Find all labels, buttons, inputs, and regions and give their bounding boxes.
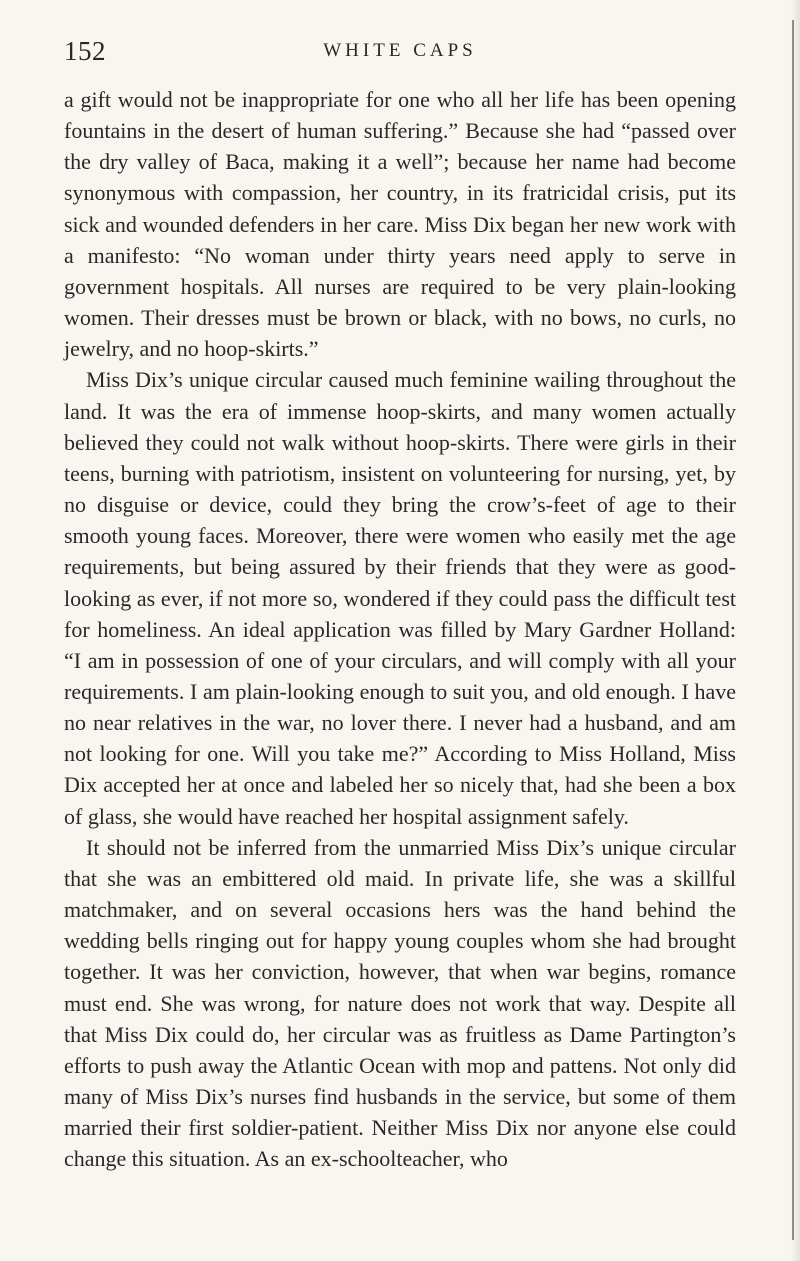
- page-header: [64, 36, 736, 76]
- paragraph-1: a gift would not be inappropriate for one who all her life has been opening fountains in the desert of human suffering.” Because she had “passed over the dry valley of Baca, making it a well”; because her name had become synonymous with compassion, her country, in its fratricidal crisis, put its sick and wounded defenders in her care. Miss Dix began her new work with a manifesto: “No woman under thirty years need apply to serve in government hospitals. All nurses are required to be very plain-looking women. Their dresses must be brown or black, with no bows, no curls, no jewelry, and no hoop-skirts.”: [64, 87, 736, 362]
- body-text: [64, 84, 736, 1174]
- running-title: WHITE CAPS: [323, 40, 477, 61]
- page-number: 152: [64, 36, 106, 66]
- paragraph-2: Miss Dix’s unique circular caused much feminine wailing throughout the land. It was the era of immense hoop-skirts, and many women actually believed they could not walk without hoop-skirts. There were girls in their teens, burning with patriotism, insistent on volunteering for nursing, yet, by no disguise or device, could they bring the crow’s-feet of age to their smooth young faces. Moreover, there were women who easily met the age requirements, but being assured by their friends that they were as good-looking as ever, if not more so, wondered if they could pass the difficult test for homeliness. An ideal application was filled by Mary Gardner Holland: “I am in possession of one of your circulars, and will comply with all your requirements. I am plain-looking enough to suit you, and old enough. I have no near relatives in the war, no lover there. I never had a husband, and am not looking for one. Will you take me?” According to Miss Holland, Miss Dix accepted her at once and labeled her so nicely that, had she been a box of glass, she would have reached her hospital assignment safely.: [64, 367, 736, 829]
- paragraph-3: It should not be inferred from the unmarried Miss Dix’s unique circular that she was an embittered old maid. In private life, she was a skillful matchmaker, and on several occasions hers was the hand behind the wedding bells ringing out for happy young couples whom she had brought together. It was her conviction, however, that when war begins, romance must end. She was wrong, for nature does not work that way. Despite all that Miss Dix could do, her circular was as fruitless as Dame Partington’s efforts to push away the Atlantic Ocean with mop and pattens. Not only did many of Miss Dix’s nurses find husbands in the service, but some of them married their first soldier-patient. Neither Miss Dix nor anyone else could change this situation. As an ex-schoolteacher, who: [64, 834, 736, 1172]
- page-edge-line: [792, 20, 794, 1240]
